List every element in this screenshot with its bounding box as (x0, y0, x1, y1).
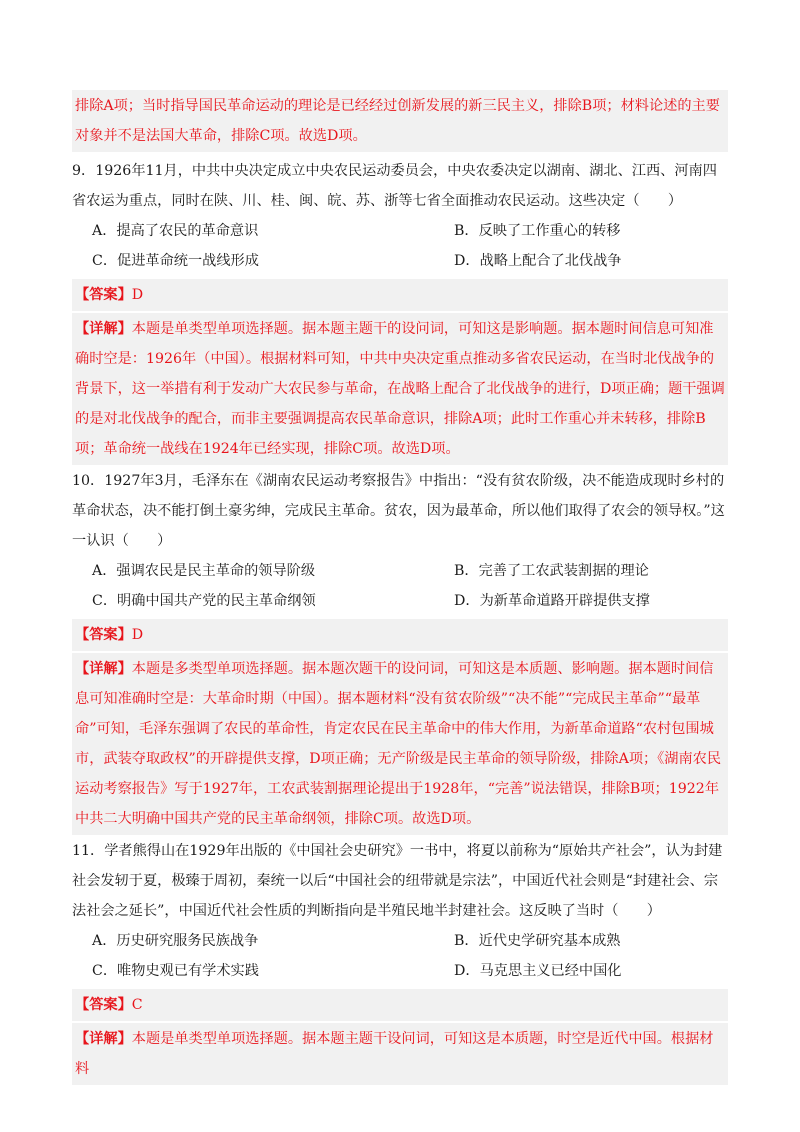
option-b: B．近代史学研究基本成熟 (454, 933, 621, 949)
answer-value: D (131, 287, 144, 303)
option-d: D．战略上配合了北伐战争 (454, 253, 622, 269)
detail-text: 本题是单类型单项选择题。据本题主题干的设问词，可知这是影响题。据本题时间信息可知准确时空是：1926年（中国）。根据材料可知，中共中央决定重点推动多省农民运动，在当时北伐战争的背景下，这一举措有利于发动广大农民参与革命，在战略上配合了北伐战争的进行，D项正确；题干强调的是对北伐战争的配合，而非主要强调提高农民革命意识，排除A项；此时工作重心并未转移，排除B项；革命统一战线在1924年已经实现，排除C项。故选D项。 (75, 321, 725, 457)
question-9-answer (72, 279, 728, 311)
question-10-detail (72, 653, 728, 835)
answer-tag: 【答案】 (75, 997, 132, 1013)
question-11-detail (72, 1023, 728, 1085)
question-9-stem: 9．1926年11月，中共中央决定成立中央农民运动委员会，中央农委决定以湖南、湖北、江西、河南四省农运为重点，同时在陕、川、桂、闽、皖、苏、浙等七省全面推动农民运动。这些决定（ ） (72, 163, 717, 209)
option-a: A．历史研究服务民族战争 (92, 933, 259, 949)
detail-tag: 【详解】 (75, 1031, 132, 1047)
question-10-stem: 10．1927年3月，毛泽东在《湖南农民运动考察报告》中指出：“没有贫农阶级，决不能造成现时乡村的革命状态，决不能打倒土豪劣绅，完成民主革命。贫农，因为最革命，所以他们取得了农会的领导权。”这一认识（ ） (72, 473, 725, 549)
question-10-options (72, 556, 728, 616)
option-b: B．反映了工作重心的转移 (454, 223, 621, 239)
detail-tag: 【详解】 (75, 321, 132, 337)
detail-text: 本题是单类型单项选择题。据本题主题干设问词，可知这是本质题，时空是近代中国。根据材料 (75, 1031, 714, 1077)
option-c: C．促进革命统一战线形成 (92, 253, 259, 269)
question-11-stem: 11．学者熊得山在1929年出版的《中国社会史研究》一书中，将夏以前称为“原始共产社会”，认为封建社会发轫于夏，极臻于周初，秦统一以后“中国社会的纽带就是宗法”，中国近代社会则是“封建社会、宗法社会之延长”，中国近代社会性质的判断指向是半殖民地半封建社会。这反映了当时（ ） (72, 843, 723, 919)
detail-tag: 【详解】 (75, 661, 132, 677)
answer-value: C (131, 997, 143, 1013)
option-b: B．完善了工农武装割据的理论 (454, 563, 649, 579)
previous-explanation (72, 90, 728, 152)
detail-text: 本题是多类型单项选择题。据本题次题干的设问词，可知这是本质题、影响题。据本题时间信息可知准确时空是：大革命时期（中国）。据本题材料“没有贫农阶级”“决不能”“完成民主革命”“最革命”可知，毛泽东强调了农民的革命性，肯定农民在民主革命中的伟大作用，为新革命道路“农村包围城市，武装夺取政权”的开辟提供支撑，D项正确；无产阶级是民主革命的领导阶级，排除A项；《湖南农民运动考察报告》写于1927年，工农武装割据理论提出于1928年，“完善”说法错误，排除B项；1922年中共二大明确中国共产党的民主革命纲领，排除C项。故选D项。 (75, 661, 722, 827)
previous-explanation-text: 排除A项；当时指导国民革命运动的理论是已经经过创新发展的新三民主义，排除B项；材料论述的主要对象并不是法国大革命，排除C项。故选D项。 (75, 98, 720, 144)
option-c: C．唯物史观已有学术实践 (92, 963, 259, 979)
question-11-answer (72, 989, 728, 1021)
question-9-detail (72, 313, 728, 465)
option-a: A．提高了农民的革命意识 (92, 223, 259, 239)
answer-tag: 【答案】 (75, 287, 132, 303)
answer-tag: 【答案】 (75, 627, 132, 643)
option-d: D．为新革命道路开辟提供支撑 (454, 593, 650, 609)
question-10-answer (72, 619, 728, 651)
question-9-options (72, 216, 728, 276)
option-c: C．明确中国共产党的民主革命纲领 (92, 593, 316, 609)
option-d: D．马克思主义已经中国化 (454, 963, 622, 979)
answer-value: D (131, 627, 144, 643)
option-a: A．强调农民是民主革命的领导阶级 (92, 563, 316, 579)
page-content (72, 90, 728, 1085)
question-11-options (72, 926, 728, 986)
